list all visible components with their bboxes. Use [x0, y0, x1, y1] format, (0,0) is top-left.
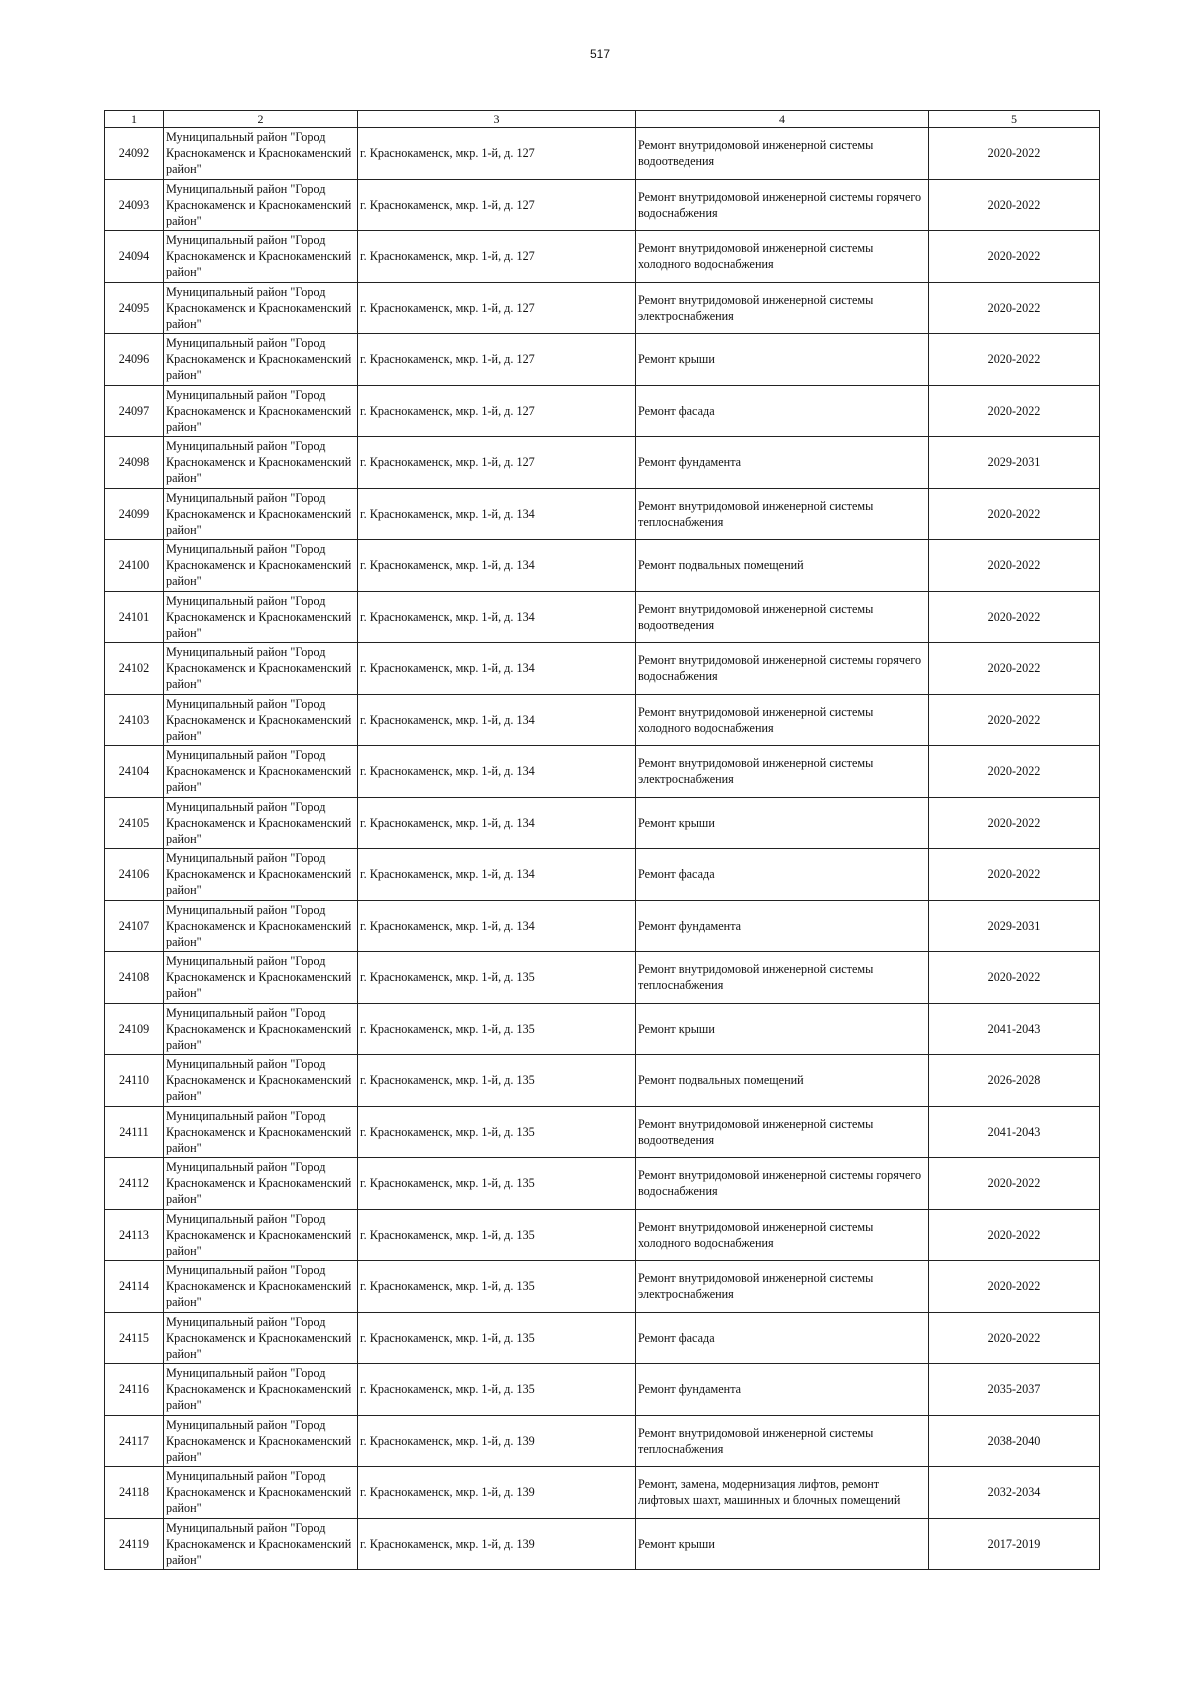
work-type-cell: Ремонт внутридомовой инженерной системы электроснабжения [636, 746, 929, 798]
column-header-4: 4 [636, 111, 929, 128]
row-number-cell: 24104 [105, 746, 164, 798]
work-type-cell: Ремонт внутридомовой инженерной системы горячего водоснабжения [636, 643, 929, 695]
table-row [105, 849, 1100, 901]
row-number-cell: 24099 [105, 488, 164, 540]
table-row [105, 1106, 1100, 1158]
address-cell: г. Краснокаменск, мкр. 1-й, д. 135 [358, 1003, 636, 1055]
table-row [105, 1055, 1100, 1107]
municipality-cell: Муниципальный район "Город Краснокаменск и Краснокаменский район" [164, 179, 358, 231]
period-cell: 2020-2022 [929, 128, 1100, 180]
address-cell: г. Краснокаменск, мкр. 1-й, д. 135 [358, 1106, 636, 1158]
table-row [105, 1261, 1100, 1313]
municipality-cell: Муниципальный район "Город Краснокаменск и Краснокаменский район" [164, 591, 358, 643]
municipality-cell: Муниципальный район "Город Краснокаменск и Краснокаменский район" [164, 1312, 358, 1364]
work-type-cell: Ремонт внутридомовой инженерной системы горячего водоснабжения [636, 179, 929, 231]
table-row [105, 952, 1100, 1004]
municipality-cell: Муниципальный район "Город Краснокаменск и Краснокаменский район" [164, 231, 358, 283]
row-number-cell: 24115 [105, 1312, 164, 1364]
period-cell: 2020-2022 [929, 1158, 1100, 1210]
period-cell: 2041-2043 [929, 1003, 1100, 1055]
address-cell: г. Краснокаменск, мкр. 1-й, д. 127 [358, 128, 636, 180]
table-row [105, 1003, 1100, 1055]
row-number-cell: 24095 [105, 282, 164, 334]
work-type-cell: Ремонт внутридомовой инженерной системы холодного водоснабжения [636, 694, 929, 746]
period-cell: 2020-2022 [929, 1312, 1100, 1364]
table-row [105, 1467, 1100, 1519]
period-cell: 2029-2031 [929, 437, 1100, 489]
municipality-cell: Муниципальный район "Город Краснокаменск и Краснокаменский район" [164, 385, 358, 437]
table-row [105, 488, 1100, 540]
row-number-cell: 24100 [105, 540, 164, 592]
repair-schedule-table [104, 110, 1100, 1570]
row-number-cell: 24096 [105, 334, 164, 386]
row-number-cell: 24113 [105, 1209, 164, 1261]
period-cell: 2020-2022 [929, 591, 1100, 643]
period-cell: 2020-2022 [929, 694, 1100, 746]
period-cell: 2020-2022 [929, 797, 1100, 849]
municipality-cell: Муниципальный район "Город Краснокаменск и Краснокаменский район" [164, 900, 358, 952]
work-type-cell: Ремонт внутридомовой инженерной системы электроснабжения [636, 1261, 929, 1313]
municipality-cell: Муниципальный район "Город Краснокаменск и Краснокаменский район" [164, 488, 358, 540]
row-number-cell: 24103 [105, 694, 164, 746]
row-number-cell: 24116 [105, 1364, 164, 1416]
period-cell: 2017-2019 [929, 1518, 1100, 1570]
work-type-cell: Ремонт крыши [636, 1003, 929, 1055]
row-number-cell: 24111 [105, 1106, 164, 1158]
row-number-cell: 24108 [105, 952, 164, 1004]
address-cell: г. Краснокаменск, мкр. 1-й, д. 135 [358, 1158, 636, 1210]
address-cell: г. Краснокаменск, мкр. 1-й, д. 134 [358, 849, 636, 901]
address-cell: г. Краснокаменск, мкр. 1-й, д. 134 [358, 900, 636, 952]
table-row [105, 643, 1100, 695]
work-type-cell: Ремонт внутридомовой инженерной системы водоотведения [636, 128, 929, 180]
address-cell: г. Краснокаменск, мкр. 1-й, д. 134 [358, 797, 636, 849]
municipality-cell: Муниципальный район "Город Краснокаменск и Краснокаменский район" [164, 1518, 358, 1570]
column-header-2: 2 [164, 111, 358, 128]
row-number-cell: 24102 [105, 643, 164, 695]
column-header-3: 3 [358, 111, 636, 128]
table-row [105, 1158, 1100, 1210]
period-cell: 2020-2022 [929, 231, 1100, 283]
period-cell: 2020-2022 [929, 385, 1100, 437]
table-row [105, 540, 1100, 592]
row-number-cell: 24110 [105, 1055, 164, 1107]
municipality-cell: Муниципальный район "Город Краснокаменск и Краснокаменский район" [164, 1055, 358, 1107]
period-cell: 2020-2022 [929, 540, 1100, 592]
municipality-cell: Муниципальный район "Город Краснокаменск и Краснокаменский район" [164, 334, 358, 386]
work-type-cell: Ремонт подвальных помещений [636, 540, 929, 592]
municipality-cell: Муниципальный район "Город Краснокаменск и Краснокаменский район" [164, 1364, 358, 1416]
address-cell: г. Краснокаменск, мкр. 1-й, д. 134 [358, 694, 636, 746]
address-cell: г. Краснокаменск, мкр. 1-й, д. 134 [358, 540, 636, 592]
address-cell: г. Краснокаменск, мкр. 1-й, д. 135 [358, 1261, 636, 1313]
address-cell: г. Краснокаменск, мкр. 1-й, д. 139 [358, 1518, 636, 1570]
column-number-row [105, 111, 1100, 128]
municipality-cell: Муниципальный район "Город Краснокаменск и Краснокаменский район" [164, 952, 358, 1004]
period-cell: 2035-2037 [929, 1364, 1100, 1416]
table-row [105, 334, 1100, 386]
column-header-5: 5 [929, 111, 1100, 128]
work-type-cell: Ремонт внутридомовой инженерной системы горячего водоснабжения [636, 1158, 929, 1210]
period-cell: 2041-2043 [929, 1106, 1100, 1158]
period-cell: 2020-2022 [929, 488, 1100, 540]
work-type-cell: Ремонт внутридомовой инженерной системы теплоснабжения [636, 488, 929, 540]
period-cell: 2020-2022 [929, 643, 1100, 695]
address-cell: г. Краснокаменск, мкр. 1-й, д. 134 [358, 746, 636, 798]
address-cell: г. Краснокаменск, мкр. 1-й, д. 134 [358, 643, 636, 695]
municipality-cell: Муниципальный район "Город Краснокаменск и Краснокаменский район" [164, 694, 358, 746]
work-type-cell: Ремонт внутридомовой инженерной системы теплоснабжения [636, 952, 929, 1004]
work-type-cell: Ремонт фасада [636, 385, 929, 437]
row-number-cell: 24119 [105, 1518, 164, 1570]
row-number-cell: 24092 [105, 128, 164, 180]
table-row [105, 694, 1100, 746]
municipality-cell: Муниципальный район "Город Краснокаменск и Краснокаменский район" [164, 643, 358, 695]
work-type-cell: Ремонт фундамента [636, 1364, 929, 1416]
work-type-cell: Ремонт внутридомовой инженерной системы холодного водоснабжения [636, 1209, 929, 1261]
table-row [105, 1518, 1100, 1570]
address-cell: г. Краснокаменск, мкр. 1-й, д. 127 [358, 179, 636, 231]
municipality-cell: Муниципальный район "Город Краснокаменск и Краснокаменский район" [164, 746, 358, 798]
table-row [105, 1312, 1100, 1364]
address-cell: г. Краснокаменск, мкр. 1-й, д. 135 [358, 1055, 636, 1107]
address-cell: г. Краснокаменск, мкр. 1-й, д. 135 [358, 952, 636, 1004]
period-cell: 2020-2022 [929, 952, 1100, 1004]
table-row [105, 591, 1100, 643]
work-type-cell: Ремонт крыши [636, 1518, 929, 1570]
municipality-cell: Муниципальный район "Город Краснокаменск и Краснокаменский район" [164, 1158, 358, 1210]
table-row [105, 179, 1100, 231]
row-number-cell: 24112 [105, 1158, 164, 1210]
municipality-cell: Муниципальный район "Город Краснокаменск и Краснокаменский район" [164, 1415, 358, 1467]
row-number-cell: 24094 [105, 231, 164, 283]
period-cell: 2020-2022 [929, 849, 1100, 901]
period-cell: 2020-2022 [929, 334, 1100, 386]
municipality-cell: Муниципальный район "Город Краснокаменск и Краснокаменский район" [164, 1261, 358, 1313]
row-number-cell: 24106 [105, 849, 164, 901]
address-cell: г. Краснокаменск, мкр. 1-й, д. 134 [358, 488, 636, 540]
work-type-cell: Ремонт фасада [636, 1312, 929, 1364]
municipality-cell: Муниципальный район "Город Краснокаменск и Краснокаменский район" [164, 797, 358, 849]
work-type-cell: Ремонт фундамента [636, 437, 929, 489]
page-number: 517 [589, 47, 611, 61]
table-row [105, 1415, 1100, 1467]
table-row [105, 1209, 1100, 1261]
period-cell: 2032-2034 [929, 1467, 1100, 1519]
work-type-cell: Ремонт внутридомовой инженерной системы холодного водоснабжения [636, 231, 929, 283]
address-cell: г. Краснокаменск, мкр. 1-й, д. 127 [358, 231, 636, 283]
work-type-cell: Ремонт, замена, модернизация лифтов, ремонт лифтовых шахт, машинных и блочных помещений [636, 1467, 929, 1519]
table-row [105, 282, 1100, 334]
table-row [105, 900, 1100, 952]
row-number-cell: 24107 [105, 900, 164, 952]
work-type-cell: Ремонт крыши [636, 797, 929, 849]
table-row [105, 746, 1100, 798]
address-cell: г. Краснокаменск, мкр. 1-й, д. 139 [358, 1467, 636, 1519]
work-type-cell: Ремонт подвальных помещений [636, 1055, 929, 1107]
municipality-cell: Муниципальный район "Город Краснокаменск и Краснокаменский район" [164, 1003, 358, 1055]
municipality-cell: Муниципальный район "Город Краснокаменск и Краснокаменский район" [164, 128, 358, 180]
municipality-cell: Муниципальный район "Город Краснокаменск и Краснокаменский район" [164, 1209, 358, 1261]
address-cell: г. Краснокаменск, мкр. 1-й, д. 127 [358, 334, 636, 386]
work-type-cell: Ремонт крыши [636, 334, 929, 386]
row-number-cell: 24101 [105, 591, 164, 643]
table-row [105, 1364, 1100, 1416]
table-row [105, 231, 1100, 283]
work-type-cell: Ремонт внутридомовой инженерной системы теплоснабжения [636, 1415, 929, 1467]
address-cell: г. Краснокаменск, мкр. 1-й, д. 135 [358, 1209, 636, 1261]
work-type-cell: Ремонт внутридомовой инженерной системы водоотведения [636, 1106, 929, 1158]
municipality-cell: Муниципальный район "Город Краснокаменск и Краснокаменский район" [164, 1467, 358, 1519]
municipality-cell: Муниципальный район "Город Краснокаменск и Краснокаменский район" [164, 282, 358, 334]
period-cell: 2029-2031 [929, 900, 1100, 952]
period-cell: 2020-2022 [929, 1209, 1100, 1261]
address-cell: г. Краснокаменск, мкр. 1-й, д. 127 [358, 437, 636, 489]
row-number-cell: 24109 [105, 1003, 164, 1055]
municipality-cell: Муниципальный район "Город Краснокаменск и Краснокаменский район" [164, 1106, 358, 1158]
period-cell: 2020-2022 [929, 1261, 1100, 1313]
column-header-1: 1 [105, 111, 164, 128]
period-cell: 2038-2040 [929, 1415, 1100, 1467]
work-type-cell: Ремонт фундамента [636, 900, 929, 952]
row-number-cell: 24114 [105, 1261, 164, 1313]
address-cell: г. Краснокаменск, мкр. 1-й, д. 139 [358, 1415, 636, 1467]
period-cell: 2020-2022 [929, 179, 1100, 231]
row-number-cell: 24093 [105, 179, 164, 231]
period-cell: 2020-2022 [929, 282, 1100, 334]
table-row [105, 437, 1100, 489]
table-body [105, 128, 1100, 1570]
row-number-cell: 24118 [105, 1467, 164, 1519]
row-number-cell: 24105 [105, 797, 164, 849]
row-number-cell: 24117 [105, 1415, 164, 1467]
municipality-cell: Муниципальный район "Город Краснокаменск и Краснокаменский район" [164, 437, 358, 489]
address-cell: г. Краснокаменск, мкр. 1-й, д. 135 [358, 1312, 636, 1364]
period-cell: 2020-2022 [929, 746, 1100, 798]
table-row [105, 797, 1100, 849]
row-number-cell: 24097 [105, 385, 164, 437]
address-cell: г. Краснокаменск, мкр. 1-й, д. 127 [358, 282, 636, 334]
work-type-cell: Ремонт внутридомовой инженерной системы электроснабжения [636, 282, 929, 334]
row-number-cell: 24098 [105, 437, 164, 489]
address-cell: г. Краснокаменск, мкр. 1-й, д. 134 [358, 591, 636, 643]
table-row [105, 128, 1100, 180]
municipality-cell: Муниципальный район "Город Краснокаменск и Краснокаменский район" [164, 849, 358, 901]
address-cell: г. Краснокаменск, мкр. 1-й, д. 127 [358, 385, 636, 437]
municipality-cell: Муниципальный район "Город Краснокаменск и Краснокаменский район" [164, 540, 358, 592]
period-cell: 2026-2028 [929, 1055, 1100, 1107]
work-type-cell: Ремонт фасада [636, 849, 929, 901]
table-row [105, 385, 1100, 437]
work-type-cell: Ремонт внутридомовой инженерной системы водоотведения [636, 591, 929, 643]
address-cell: г. Краснокаменск, мкр. 1-й, д. 135 [358, 1364, 636, 1416]
